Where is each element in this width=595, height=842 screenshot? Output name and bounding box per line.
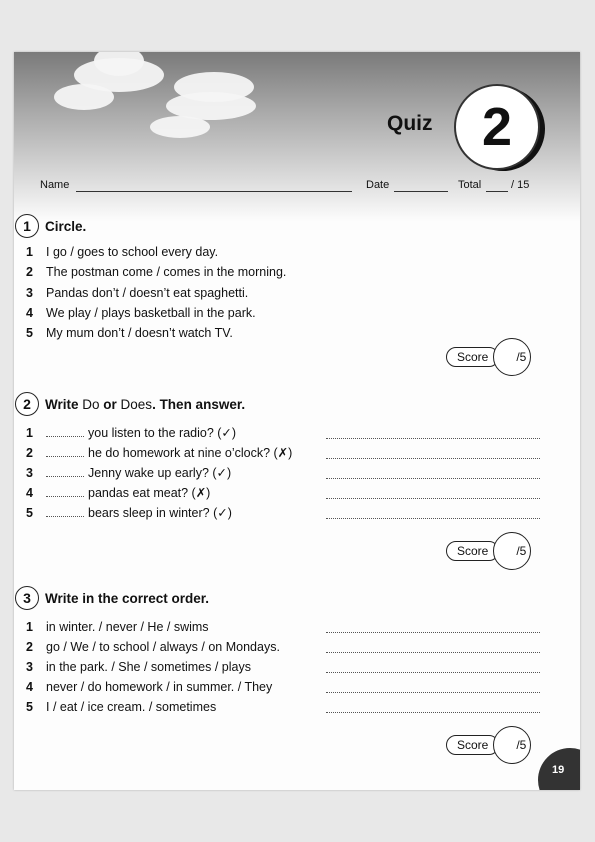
section-title: Write in the correct order. [45, 590, 210, 606]
score-label: Score [446, 541, 499, 561]
list-item: 3 Pandas don’t / doesn’t eat spaghetti. [26, 286, 249, 300]
answer-line[interactable] [326, 692, 540, 693]
list-item: 5 I / eat / ice cream. / sometimes [26, 700, 217, 714]
list-item: 5 My mum don’t / doesn’t watch TV. [26, 326, 233, 340]
section-number: 2 [15, 392, 39, 416]
list-item: 1 in winter. / never / He / swims [26, 620, 209, 634]
quiz-number-badge [454, 84, 540, 170]
section-title: Circle. [45, 218, 87, 234]
name-field[interactable] [76, 191, 352, 192]
date-field[interactable] [394, 191, 448, 192]
date-label: Date [366, 179, 390, 191]
section-2-heading [15, 392, 245, 416]
score-field[interactable]: /5 [493, 532, 531, 570]
answer-line[interactable] [326, 458, 540, 459]
score-field[interactable]: /5 [493, 726, 531, 764]
worksheet-page [14, 52, 580, 790]
blank-field[interactable] [46, 436, 84, 437]
section-3-heading [15, 586, 209, 610]
total-field[interactable] [486, 191, 508, 192]
section-1-heading [15, 214, 86, 238]
answer-line[interactable] [326, 518, 540, 519]
blank-field[interactable] [46, 516, 84, 517]
score-box [446, 338, 531, 376]
list-item: 3 Jenny wake up early? (✓) [26, 466, 232, 480]
answer-line[interactable] [326, 498, 540, 499]
quiz-label: Quiz [387, 112, 433, 135]
answer-line[interactable] [326, 672, 540, 673]
section-number: 3 [15, 586, 39, 610]
score-field[interactable]: /5 [493, 338, 531, 376]
list-item: 3 in the park. / She / sometimes / plays [26, 660, 251, 674]
list-item: 5 bears sleep in winter? (✓) [26, 506, 232, 520]
section-number: 1 [15, 214, 39, 238]
score-box [446, 726, 531, 764]
list-item: 1 I go / goes to school every day. [26, 245, 219, 259]
page-number-badge [538, 748, 580, 790]
list-item: 2 he do homework at nine o’clock? (✗) [26, 446, 293, 460]
cloud [150, 116, 210, 138]
answer-line[interactable] [326, 632, 540, 633]
score-label: Score [446, 347, 499, 367]
answer-line[interactable] [326, 652, 540, 653]
blank-field[interactable] [46, 456, 84, 457]
list-item: 4 never / do homework / in summer. / They [26, 680, 273, 694]
list-item: 1 you listen to the radio? (✓) [26, 426, 237, 440]
list-item: 4 pandas eat meat? (✗) [26, 486, 211, 500]
section-title: Write Do or Does. Then answer. [45, 396, 246, 412]
blank-field[interactable] [46, 496, 84, 497]
list-item: 4 We play / plays basketball in the park. [26, 306, 256, 320]
total-max: / 15 [511, 179, 530, 191]
name-label: Name [40, 179, 70, 191]
blank-field[interactable] [46, 476, 84, 477]
list-item: 2 The postman come / comes in the morning. [26, 265, 287, 279]
total-label: Total [458, 179, 482, 191]
cloud [54, 84, 114, 110]
score-box [446, 532, 531, 570]
list-item: 2 go / We / to school / always / on Mondays. [26, 640, 280, 654]
answer-line[interactable] [326, 438, 540, 439]
score-label: Score [446, 735, 499, 755]
page-number: 19 [552, 764, 565, 776]
answer-line[interactable] [326, 712, 540, 713]
answer-line[interactable] [326, 478, 540, 479]
quiz-number: 2 [481, 97, 513, 157]
